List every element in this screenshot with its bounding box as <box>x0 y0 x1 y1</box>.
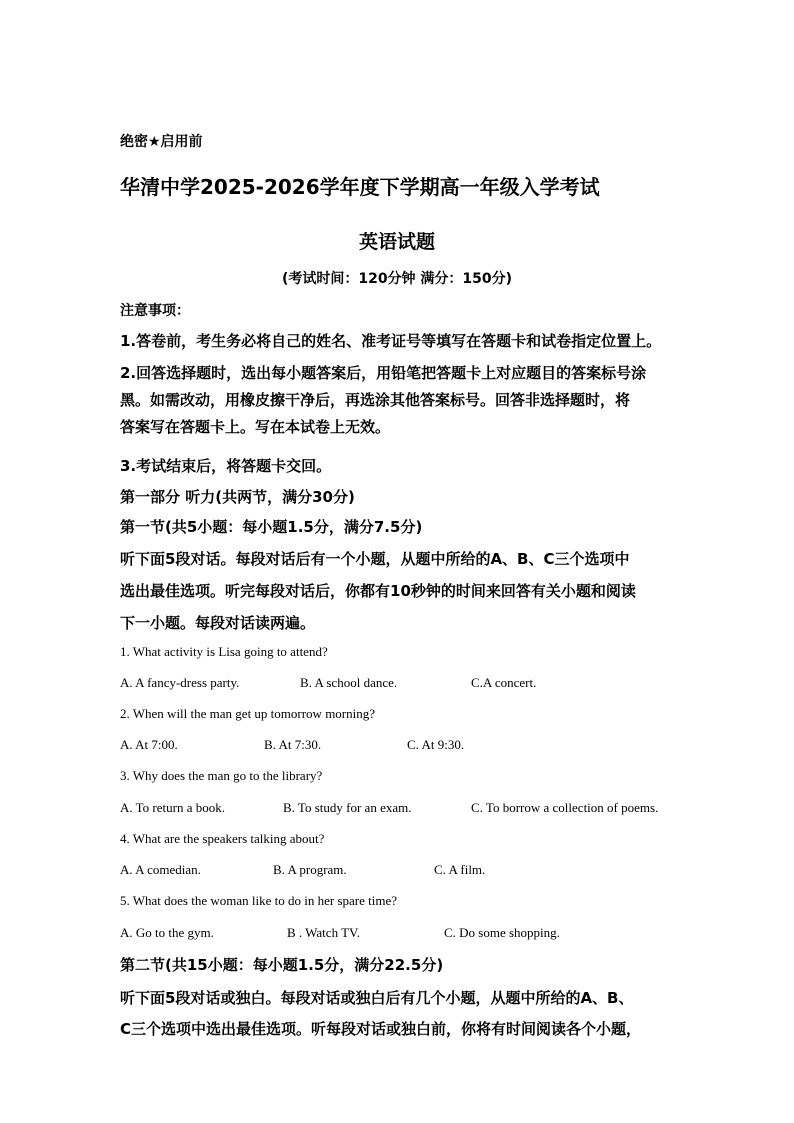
question-2-option-c: C. At 9:30. <box>407 737 465 752</box>
question-1-option-b: B. A school dance. <box>300 675 398 690</box>
question-3: 3. Why does the man go to the library? <box>120 768 323 783</box>
note-item-3: 3.考试结束后，将答题卡交回。 <box>120 457 332 475</box>
exam-meta: (考试时间：120分钟 满分：150分) <box>281 271 513 287</box>
exam-title: 华清中学2025-2026学年度下学期高一年级入学考试 <box>120 175 600 199</box>
section1-instruction-line-1: 听下面5段对话。每段对话后有一个小题，从题中所给的A、B、C三个选项中 <box>120 550 630 568</box>
question-3-option-b: B. To study for an exam. <box>283 800 412 815</box>
section2-instruction-line-1: 听下面5段对话或独白。每段对话或独白后有几个小题，从题中所给的A、B、 <box>120 989 634 1007</box>
question-2-option-a: A. At 7:00. <box>120 737 178 752</box>
question-3-option-a: A. To return a book. <box>120 800 225 815</box>
question-4-option-a: A. A comedian. <box>120 862 201 877</box>
question-1-option-c: C.A concert. <box>471 675 537 690</box>
question-2: 2. When will the man get up tomorrow morning? <box>120 706 376 721</box>
confidential-label: 绝密★启用前 <box>120 134 203 150</box>
question-4-option-c: C. A film. <box>434 862 486 877</box>
question-5-option-b: B . Watch TV. <box>287 925 360 940</box>
section1-instruction-line-3: 下一小题。每段对话读两遍。 <box>120 614 316 632</box>
question-4: 4. What are the speakers talking about? <box>120 831 325 846</box>
question-5-option-a: A. Go to the gym. <box>120 925 214 940</box>
section1-heading: 第一节(共5小题：每小题1.5分，满分7.5分) <box>120 518 423 536</box>
question-3-option-c: C. To borrow a collection of poems. <box>471 800 659 815</box>
section2-instruction-line-2: C三个选项中选出最佳选项。听每段对话或独白前，你将有时间阅读各个小题， <box>120 1020 642 1038</box>
note-item-1: 1.答卷前，考生务必将自己的姓名、准考证号等填写在答题卡和试卷指定位置上。 <box>120 332 662 350</box>
subject-title: 英语试题 <box>358 231 435 253</box>
note-item-2-line-2: 黑。如需改动，用橡皮擦干净后，再选涂其他答案标号。回答非选择题时，将 <box>120 391 631 409</box>
question-4-option-b: B. A program. <box>273 862 347 877</box>
section1-instruction-line-2: 选出最佳选项。听完每段对话后，你都有10秒钟的时间来回答有关小题和阅读 <box>120 582 636 600</box>
note-item-2-line-3: 答案写在答题卡上。写在本试卷上无效。 <box>120 418 391 436</box>
section2-heading: 第二节(共15小题：每小题1.5分，满分22.5分) <box>120 956 444 974</box>
question-5-option-c: C. Do some shopping. <box>444 925 560 940</box>
question-1: 1. What activity is Lisa going to attend? <box>120 644 328 659</box>
question-5: 5. What does the woman like to do in her spare time? <box>120 893 398 908</box>
question-1-option-a: A. A fancy-dress party. <box>120 675 240 690</box>
notes-title: 注意事项： <box>120 303 190 319</box>
part1-heading: 第一部分 听力(共两节，满分30分) <box>120 488 355 506</box>
note-item-2-line-1: 2.回答选择题时，选出每小题答案后，用铅笔把答题卡上对应题目的答案标号涂 <box>120 364 647 382</box>
question-2-option-b: B. At 7:30. <box>264 737 322 752</box>
